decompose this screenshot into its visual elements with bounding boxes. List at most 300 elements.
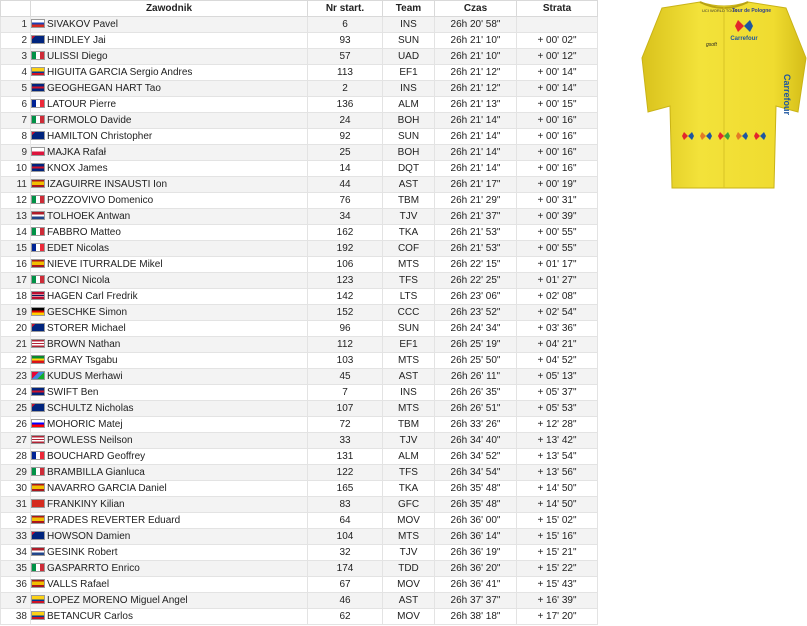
gap-cell: + 13' 56" bbox=[517, 465, 598, 481]
gap-cell: + 17' 20" bbox=[517, 609, 598, 625]
time-cell: 26h 24' 34" bbox=[435, 321, 517, 337]
rider-name[interactable]: FORMOLO Davide bbox=[47, 115, 132, 126]
gap-cell: + 02' 54" bbox=[517, 305, 598, 321]
it-flag-icon bbox=[31, 227, 45, 236]
time-cell: 26h 21' 17" bbox=[435, 177, 517, 193]
gap-cell: + 15' 43" bbox=[517, 577, 598, 593]
bib-cell: 44 bbox=[308, 177, 383, 193]
rider-name[interactable]: FABBRO Matteo bbox=[47, 227, 121, 238]
gap-cell: + 00' 14" bbox=[517, 65, 598, 81]
time-cell: 26h 21' 13" bbox=[435, 97, 517, 113]
rider-name[interactable]: NIEVE ITURRALDE Mikel bbox=[47, 259, 163, 270]
rider-cell[interactable] bbox=[31, 497, 308, 513]
team-cell[interactable]: TKA bbox=[383, 225, 435, 241]
rider-cell[interactable] bbox=[31, 529, 308, 545]
time-cell: 26h 21' 14" bbox=[435, 113, 517, 129]
table-row[interactable] bbox=[1, 529, 598, 545]
gap-cell: + 00' 15" bbox=[517, 97, 598, 113]
rider-name[interactable]: POZZOVIVO Domenico bbox=[47, 195, 154, 206]
team-cell[interactable]: TJV bbox=[383, 545, 435, 561]
gap-cell: + 13' 42" bbox=[517, 433, 598, 449]
team-cell[interactable]: EF1 bbox=[383, 65, 435, 81]
time-cell: 26h 35' 48" bbox=[435, 497, 517, 513]
table-row[interactable] bbox=[1, 305, 598, 321]
bib-cell: 33 bbox=[308, 433, 383, 449]
rider-name[interactable]: KUDUS Merhawi bbox=[47, 371, 123, 382]
bib-cell: 2 bbox=[308, 81, 383, 97]
rider-cell[interactable] bbox=[31, 481, 308, 497]
rider-name[interactable]: HOWSON Damien bbox=[47, 531, 131, 542]
gap-cell: + 14' 50" bbox=[517, 481, 598, 497]
table-row[interactable] bbox=[1, 17, 598, 33]
table-row[interactable] bbox=[1, 401, 598, 417]
time-cell: 26h 25' 50" bbox=[435, 353, 517, 369]
position-cell: 10 bbox=[1, 161, 31, 177]
rider-cell[interactable] bbox=[31, 193, 308, 209]
gap-cell: + 05' 37" bbox=[517, 385, 598, 401]
team-cell[interactable]: COF bbox=[383, 241, 435, 257]
au-flag-icon bbox=[31, 531, 45, 540]
bib-cell: 104 bbox=[308, 529, 383, 545]
table-row[interactable] bbox=[1, 273, 598, 289]
us-flag-icon bbox=[31, 435, 45, 444]
table-row[interactable] bbox=[1, 337, 598, 353]
time-cell: 26h 36' 41" bbox=[435, 577, 517, 593]
rider-cell[interactable] bbox=[31, 81, 308, 97]
rider-cell[interactable] bbox=[31, 337, 308, 353]
table-row[interactable] bbox=[1, 433, 598, 449]
position-cell: 15 bbox=[1, 241, 31, 257]
position-cell: 7 bbox=[1, 113, 31, 129]
position-cell: 4 bbox=[1, 65, 31, 81]
rider-cell[interactable] bbox=[31, 385, 308, 401]
si-flag-icon bbox=[31, 419, 45, 428]
it-flag-icon bbox=[31, 195, 45, 204]
table-row[interactable] bbox=[1, 593, 598, 609]
team-cell[interactable]: AST bbox=[383, 369, 435, 385]
table-row[interactable] bbox=[1, 417, 598, 433]
rider-name[interactable]: CONCI Nicola bbox=[47, 275, 110, 286]
team-cell[interactable]: MOV bbox=[383, 513, 435, 529]
team-cell[interactable]: INS bbox=[383, 385, 435, 401]
team-cell[interactable]: TBM bbox=[383, 193, 435, 209]
rider-name[interactable]: VALLS Rafael bbox=[47, 579, 110, 590]
rider-cell[interactable] bbox=[31, 321, 308, 337]
rider-name[interactable]: BROWN Nathan bbox=[47, 339, 121, 350]
table-row[interactable] bbox=[1, 97, 598, 113]
rider-cell[interactable] bbox=[31, 369, 308, 385]
rider-cell[interactable] bbox=[31, 113, 308, 129]
rider-cell[interactable] bbox=[31, 241, 308, 257]
rider-name[interactable]: FRANKINY Kilian bbox=[47, 499, 125, 510]
table-row[interactable] bbox=[1, 225, 598, 241]
bib-cell: 72 bbox=[308, 417, 383, 433]
bib-cell: 64 bbox=[308, 513, 383, 529]
table-row[interactable] bbox=[1, 353, 598, 369]
us-flag-icon bbox=[31, 339, 45, 348]
rider-name[interactable]: MAJKA Rafał bbox=[47, 147, 106, 158]
rider-cell[interactable] bbox=[31, 561, 308, 577]
rider-cell[interactable] bbox=[31, 417, 308, 433]
gap-cell: + 00' 39" bbox=[517, 209, 598, 225]
position-cell: 18 bbox=[1, 289, 31, 305]
rider-name[interactable]: GASPARRTO Enrico bbox=[47, 563, 140, 574]
table-row[interactable] bbox=[1, 209, 598, 225]
rider-cell[interactable] bbox=[31, 513, 308, 529]
position-cell: 38 bbox=[1, 609, 31, 625]
position-cell: 13 bbox=[1, 209, 31, 225]
rider-cell[interactable] bbox=[31, 577, 308, 593]
rider-cell[interactable] bbox=[31, 129, 308, 145]
team-cell[interactable]: MTS bbox=[383, 529, 435, 545]
rider-name[interactable]: SCHULTZ Nicholas bbox=[47, 403, 134, 414]
time-cell: 26h 23' 52" bbox=[435, 305, 517, 321]
team-cell[interactable]: ALM bbox=[383, 449, 435, 465]
time-cell: 26h 21' 14" bbox=[435, 129, 517, 145]
bib-cell: 106 bbox=[308, 257, 383, 273]
team-cell[interactable]: SUN bbox=[383, 33, 435, 49]
table-row[interactable] bbox=[1, 81, 598, 97]
rider-cell[interactable] bbox=[31, 177, 308, 193]
rider-cell[interactable] bbox=[31, 97, 308, 113]
es-flag-icon bbox=[31, 259, 45, 268]
gap-cell: + 00' 14" bbox=[517, 81, 598, 97]
gap-cell: + 00' 02" bbox=[517, 33, 598, 49]
table-row[interactable] bbox=[1, 609, 598, 625]
team-cell[interactable]: SUN bbox=[383, 321, 435, 337]
rider-name[interactable]: SWIFT Ben bbox=[47, 387, 99, 398]
position-cell: 31 bbox=[1, 497, 31, 513]
jersey-graphic bbox=[640, 0, 807, 192]
team-cell[interactable]: INS bbox=[383, 17, 435, 33]
team-cell[interactable]: GFC bbox=[383, 497, 435, 513]
team-cell[interactable]: EF1 bbox=[383, 337, 435, 353]
gsoft-logo: gsoft bbox=[706, 42, 717, 48]
rider-name[interactable]: ULISSI Diego bbox=[47, 51, 108, 62]
gap-cell bbox=[517, 17, 598, 33]
bib-cell: 34 bbox=[308, 209, 383, 225]
team-cell[interactable]: TFS bbox=[383, 465, 435, 481]
it-flag-icon bbox=[31, 563, 45, 572]
header-gap[interactable]: Strata bbox=[517, 1, 598, 17]
rider-name[interactable]: GESINK Robert bbox=[47, 547, 118, 558]
bib-cell: 136 bbox=[308, 97, 383, 113]
team-cell[interactable]: BOH bbox=[383, 113, 435, 129]
position-cell: 27 bbox=[1, 433, 31, 449]
gap-cell: + 00' 55" bbox=[517, 241, 598, 257]
team-cell[interactable]: TKA bbox=[383, 481, 435, 497]
time-cell: 26h 38' 18" bbox=[435, 609, 517, 625]
position-cell: 23 bbox=[1, 369, 31, 385]
rider-name[interactable]: STORER Michael bbox=[47, 323, 126, 334]
rider-name[interactable]: SIVAKOV Pavel bbox=[47, 19, 118, 30]
gap-cell: + 15' 16" bbox=[517, 529, 598, 545]
rider-name[interactable]: BOUCHARD Geoffrey bbox=[47, 451, 146, 462]
table-row[interactable] bbox=[1, 561, 598, 577]
co-flag-icon bbox=[31, 611, 45, 620]
bib-cell: 122 bbox=[308, 465, 383, 481]
bib-cell: 162 bbox=[308, 225, 383, 241]
rider-cell[interactable] bbox=[31, 449, 308, 465]
ru-flag-icon bbox=[31, 19, 45, 28]
bib-cell: 32 bbox=[308, 545, 383, 561]
position-cell: 6 bbox=[1, 97, 31, 113]
nl-flag-icon bbox=[31, 547, 45, 556]
position-cell: 36 bbox=[1, 577, 31, 593]
bib-cell: 67 bbox=[308, 577, 383, 593]
team-cell[interactable]: TBM bbox=[383, 417, 435, 433]
es-flag-icon bbox=[31, 179, 45, 188]
rider-name[interactable]: POWLESS Neilson bbox=[47, 435, 133, 446]
gap-cell: + 14' 50" bbox=[517, 497, 598, 513]
rider-cell[interactable] bbox=[31, 289, 308, 305]
position-cell: 8 bbox=[1, 129, 31, 145]
rider-cell[interactable] bbox=[31, 401, 308, 417]
table-row[interactable] bbox=[1, 129, 598, 145]
header-position[interactable] bbox=[1, 1, 31, 17]
time-cell: 26h 21' 53" bbox=[435, 225, 517, 241]
team-cell[interactable]: MTS bbox=[383, 401, 435, 417]
bib-cell: 24 bbox=[308, 113, 383, 129]
table-row[interactable] bbox=[1, 145, 598, 161]
team-cell[interactable]: MTS bbox=[383, 257, 435, 273]
carrefour-sleeve-text: Carrefour bbox=[782, 74, 792, 116]
it-flag-icon bbox=[31, 115, 45, 124]
gap-cell: + 00' 19" bbox=[517, 177, 598, 193]
position-cell: 29 bbox=[1, 465, 31, 481]
table-row[interactable] bbox=[1, 289, 598, 305]
team-cell[interactable]: MTS bbox=[383, 353, 435, 369]
position-cell: 26 bbox=[1, 417, 31, 433]
rider-cell[interactable] bbox=[31, 209, 308, 225]
rider-name[interactable]: TOLHOEK Antwan bbox=[47, 211, 131, 222]
fr-flag-icon bbox=[31, 99, 45, 108]
team-cell[interactable]: UAD bbox=[383, 49, 435, 65]
time-cell: 26h 34' 52" bbox=[435, 449, 517, 465]
time-cell: 26h 33' 26" bbox=[435, 417, 517, 433]
table-row[interactable] bbox=[1, 161, 598, 177]
rider-name[interactable]: MOHORIC Matej bbox=[47, 419, 123, 430]
au-flag-icon bbox=[31, 323, 45, 332]
rider-cell[interactable] bbox=[31, 433, 308, 449]
team-cell[interactable]: TJV bbox=[383, 209, 435, 225]
gap-cell: + 04' 21" bbox=[517, 337, 598, 353]
gap-cell: + 00' 16" bbox=[517, 129, 598, 145]
team-cell[interactable]: AST bbox=[383, 593, 435, 609]
time-cell: 26h 21' 53" bbox=[435, 241, 517, 257]
er-flag-icon bbox=[31, 371, 45, 380]
time-cell: 26h 25' 19" bbox=[435, 337, 517, 353]
rider-name[interactable]: NAVARRO GARCIA Daniel bbox=[47, 483, 167, 494]
rider-cell[interactable] bbox=[31, 145, 308, 161]
header-bib[interactable]: Nr start. bbox=[308, 1, 383, 17]
rider-name[interactable]: HIGUITA GARCIA Sergio Andres bbox=[47, 67, 193, 78]
gap-cell: + 02' 08" bbox=[517, 289, 598, 305]
time-cell: 26h 34' 54" bbox=[435, 465, 517, 481]
rider-cell[interactable] bbox=[31, 305, 308, 321]
position-cell: 37 bbox=[1, 593, 31, 609]
rider-cell[interactable] bbox=[31, 273, 308, 289]
table-row[interactable] bbox=[1, 321, 598, 337]
bib-cell: 14 bbox=[308, 161, 383, 177]
gap-cell: + 15' 22" bbox=[517, 561, 598, 577]
header-time[interactable]: Czas bbox=[435, 1, 517, 17]
bib-cell: 25 bbox=[308, 145, 383, 161]
table-row[interactable] bbox=[1, 465, 598, 481]
rider-cell[interactable] bbox=[31, 161, 308, 177]
gap-cell: + 15' 02" bbox=[517, 513, 598, 529]
ch-flag-icon bbox=[31, 499, 45, 508]
time-cell: 26h 26' 51" bbox=[435, 401, 517, 417]
team-cell[interactable]: AST bbox=[383, 177, 435, 193]
es-flag-icon bbox=[31, 483, 45, 492]
time-cell: 26h 21' 14" bbox=[435, 145, 517, 161]
de-flag-icon bbox=[31, 307, 45, 316]
position-cell: 35 bbox=[1, 561, 31, 577]
gap-cell: + 05' 13" bbox=[517, 369, 598, 385]
table-row[interactable] bbox=[1, 49, 598, 65]
table-row[interactable] bbox=[1, 33, 598, 49]
bib-cell: 92 bbox=[308, 129, 383, 145]
rider-name[interactable]: EDET Nicolas bbox=[47, 243, 110, 254]
rider-cell[interactable] bbox=[31, 609, 308, 625]
uci-world-tour-logo: UCI WORLD TOUR bbox=[702, 8, 738, 13]
position-cell: 17 bbox=[1, 273, 31, 289]
no-flag-icon bbox=[31, 291, 45, 300]
table-row[interactable] bbox=[1, 497, 598, 513]
time-cell: 26h 36' 14" bbox=[435, 529, 517, 545]
gap-cell: + 04' 52" bbox=[517, 353, 598, 369]
rider-name[interactable]: HAGEN Carl Fredrik bbox=[47, 291, 138, 302]
team-cell[interactable]: TJV bbox=[383, 433, 435, 449]
rider-name[interactable]: GRMAY Tsgabu bbox=[47, 355, 118, 366]
table-row[interactable] bbox=[1, 177, 598, 193]
table-row[interactable] bbox=[1, 385, 598, 401]
time-cell: 26h 21' 14" bbox=[435, 161, 517, 177]
header-rider[interactable]: Zawodnik bbox=[31, 1, 308, 17]
table-row[interactable] bbox=[1, 577, 598, 593]
table-row[interactable] bbox=[1, 257, 598, 273]
time-cell: 26h 23' 06" bbox=[435, 289, 517, 305]
bib-cell: 7 bbox=[308, 385, 383, 401]
au-flag-icon bbox=[31, 403, 45, 412]
rider-name[interactable]: PRADES REVERTER Eduard bbox=[47, 515, 181, 526]
bib-cell: 165 bbox=[308, 481, 383, 497]
rider-cell[interactable] bbox=[31, 17, 308, 33]
position-cell: 22 bbox=[1, 353, 31, 369]
table-row[interactable] bbox=[1, 193, 598, 209]
rider-name[interactable]: HAMILTON Christopher bbox=[47, 131, 153, 142]
time-cell: 26h 26' 35" bbox=[435, 385, 517, 401]
bib-cell: 96 bbox=[308, 321, 383, 337]
position-cell: 11 bbox=[1, 177, 31, 193]
rider-name[interactable]: KNOX James bbox=[47, 163, 108, 174]
rider-cell[interactable] bbox=[31, 465, 308, 481]
rider-name[interactable]: LOPEZ MORENO Miguel Angel bbox=[47, 595, 188, 606]
bib-cell: 152 bbox=[308, 305, 383, 321]
rider-cell[interactable] bbox=[31, 593, 308, 609]
table-row[interactable] bbox=[1, 513, 598, 529]
gap-cell: + 13' 54" bbox=[517, 449, 598, 465]
time-cell: 26h 21' 10" bbox=[435, 33, 517, 49]
rider-name[interactable]: BETANCUR Carlos bbox=[47, 611, 133, 622]
time-cell: 26h 21' 10" bbox=[435, 49, 517, 65]
nl-flag-icon bbox=[31, 211, 45, 220]
rider-cell[interactable] bbox=[31, 225, 308, 241]
rider-name[interactable]: IZAGUIRRE INSAUSTI Ion bbox=[47, 179, 168, 190]
team-cell[interactable]: LTS bbox=[383, 289, 435, 305]
position-cell: 19 bbox=[1, 305, 31, 321]
position-cell: 2 bbox=[1, 33, 31, 49]
team-cell[interactable]: SUN bbox=[383, 129, 435, 145]
position-cell: 34 bbox=[1, 545, 31, 561]
co-flag-icon bbox=[31, 67, 45, 76]
position-cell: 12 bbox=[1, 193, 31, 209]
bib-cell: 93 bbox=[308, 33, 383, 49]
position-cell: 3 bbox=[1, 49, 31, 65]
au-flag-icon bbox=[31, 131, 45, 140]
rider-cell[interactable] bbox=[31, 353, 308, 369]
rider-cell[interactable] bbox=[31, 49, 308, 65]
table-row[interactable] bbox=[1, 241, 598, 257]
team-cell[interactable]: BOH bbox=[383, 145, 435, 161]
team-cell[interactable]: MOV bbox=[383, 609, 435, 625]
bib-cell: 192 bbox=[308, 241, 383, 257]
team-cell[interactable]: MOV bbox=[383, 577, 435, 593]
position-cell: 16 bbox=[1, 257, 31, 273]
it-flag-icon bbox=[31, 275, 45, 284]
table-row[interactable] bbox=[1, 481, 598, 497]
rider-cell[interactable] bbox=[31, 257, 308, 273]
position-cell: 21 bbox=[1, 337, 31, 353]
rider-name[interactable]: BRAMBILLA Gianluca bbox=[47, 467, 145, 478]
fr-flag-icon bbox=[31, 243, 45, 252]
gap-cell: + 00' 16" bbox=[517, 161, 598, 177]
gap-cell: + 01' 27" bbox=[517, 273, 598, 289]
gap-cell: + 00' 16" bbox=[517, 145, 598, 161]
rider-cell[interactable] bbox=[31, 545, 308, 561]
header-team[interactable]: Team bbox=[383, 1, 435, 17]
team-cell[interactable]: TFS bbox=[383, 273, 435, 289]
table-row[interactable] bbox=[1, 369, 598, 385]
team-cell[interactable]: INS bbox=[383, 81, 435, 97]
gb-flag-icon bbox=[31, 83, 45, 92]
rider-name[interactable]: GESCHKE Simon bbox=[47, 307, 128, 318]
rider-name[interactable]: HINDLEY Jai bbox=[47, 35, 106, 46]
table-row[interactable] bbox=[1, 65, 598, 81]
bib-cell: 142 bbox=[308, 289, 383, 305]
rider-cell[interactable] bbox=[31, 65, 308, 81]
bib-cell: 83 bbox=[308, 497, 383, 513]
bib-cell: 107 bbox=[308, 401, 383, 417]
team-cell[interactable]: CCC bbox=[383, 305, 435, 321]
rider-name[interactable]: GEOGHEGAN HART Tao bbox=[47, 83, 161, 94]
table-row[interactable] bbox=[1, 545, 598, 561]
position-cell: 1 bbox=[1, 17, 31, 33]
bib-cell: 46 bbox=[308, 593, 383, 609]
team-cell[interactable]: DQT bbox=[383, 161, 435, 177]
rider-name[interactable]: LATOUR Pierre bbox=[47, 99, 117, 110]
time-cell: 26h 36' 19" bbox=[435, 545, 517, 561]
gap-cell: + 05' 53" bbox=[517, 401, 598, 417]
table-row[interactable] bbox=[1, 449, 598, 465]
bib-cell: 113 bbox=[308, 65, 383, 81]
team-cell[interactable]: TDD bbox=[383, 561, 435, 577]
team-cell[interactable]: ALM bbox=[383, 97, 435, 113]
table-row[interactable] bbox=[1, 113, 598, 129]
gap-cell: + 16' 39" bbox=[517, 593, 598, 609]
rider-cell[interactable] bbox=[31, 33, 308, 49]
